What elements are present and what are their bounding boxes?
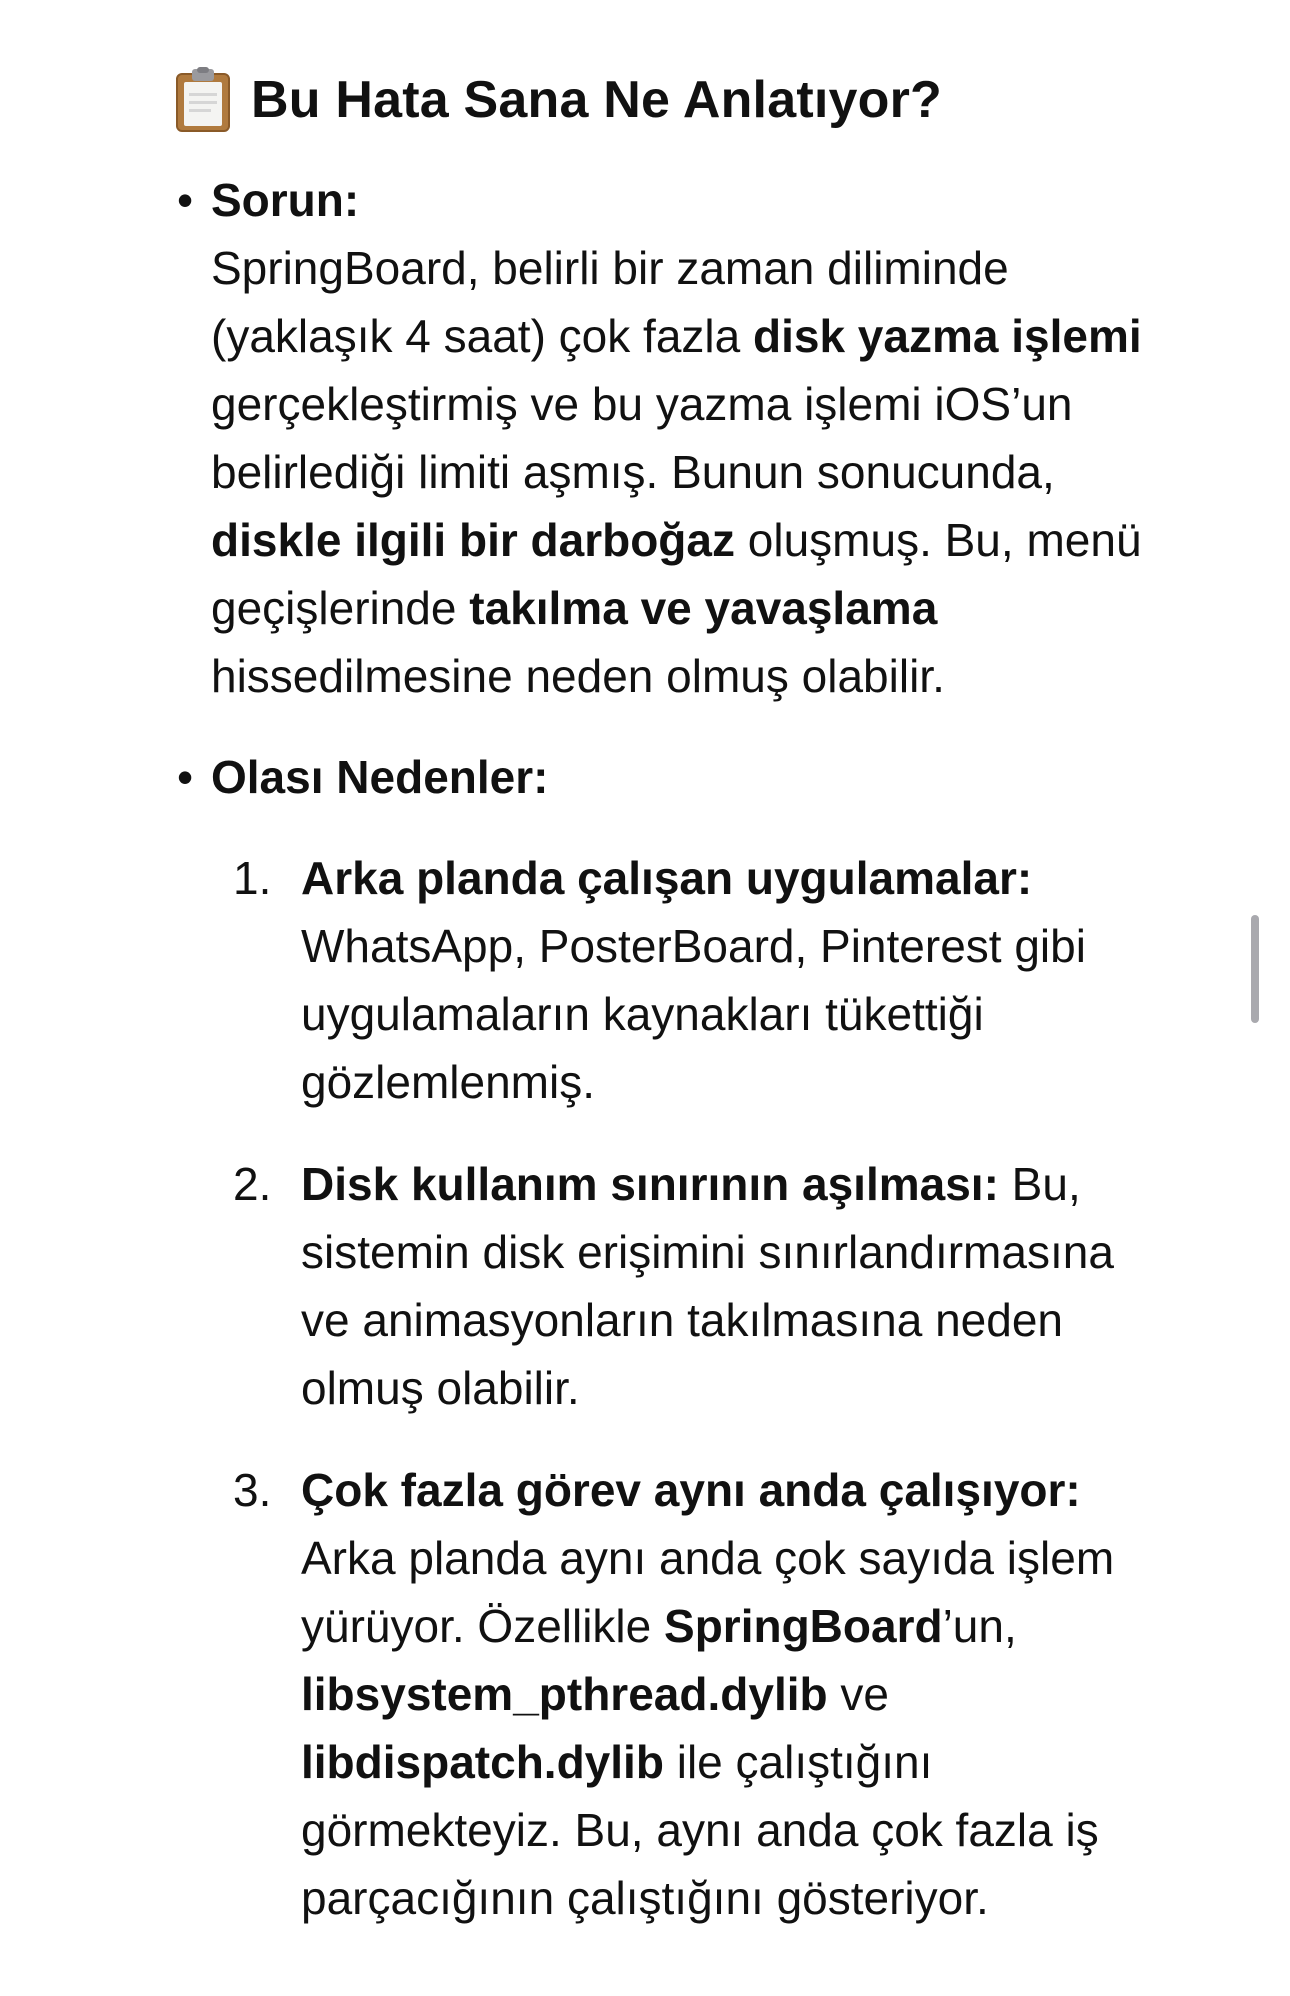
text-segment: WhatsApp, PosterBoard, Pinterest gibi	[301, 920, 1086, 972]
list-item-number: 3.	[233, 1464, 272, 1516]
text-line	[301, 912, 1193, 980]
section-heading	[173, 60, 1193, 140]
list-item-number: 2.	[233, 1158, 272, 1210]
text-line	[301, 1592, 1193, 1660]
text-line	[211, 574, 1193, 642]
text-line	[301, 1286, 1193, 1354]
bullet-title-nedenler: Olası Nedenler:	[211, 751, 549, 803]
sorun-paragraph	[211, 234, 1193, 710]
bullet-dot: •	[177, 751, 194, 803]
bullet-nedenler	[173, 743, 1193, 811]
bold-text: diskle ilgili bir darboğaz	[211, 514, 735, 566]
bold-text: SpringBoard	[664, 1600, 943, 1652]
text-segment: oluşmuş. Bu, menü	[735, 514, 1142, 566]
text-segment: SpringBoard, belirli bir zaman diliminde	[211, 242, 1009, 294]
bold-text: disk yazma işlemi	[752, 310, 1142, 362]
text-segment: parçacığının çalıştığını gösteriyor.	[301, 1872, 989, 1924]
clipboard-icon	[173, 67, 233, 133]
text-segment: (yaklaşık 4 saat) çok fazla	[211, 310, 753, 362]
text-segment: ’un,	[942, 1600, 1017, 1652]
bold-text: Çok fazla görev aynı anda çalışıyor:	[301, 1464, 1081, 1516]
text-segment: sistemin disk erişimini sınırlandırmasına	[301, 1226, 1114, 1278]
text-segment: yürüyor. Özellikle	[301, 1600, 665, 1652]
text-line	[301, 1864, 1193, 1932]
list-item-number: 1.	[233, 852, 272, 904]
bold-text: libdispatch.dylib	[301, 1736, 664, 1788]
text-segment: olmuş olabilir.	[301, 1362, 580, 1414]
text-line	[301, 1728, 1193, 1796]
bullet-title-sorun: Sorun:	[211, 174, 360, 226]
text-segment: ve animasyonların takılmasına neden	[301, 1294, 1063, 1346]
text-line	[301, 1524, 1193, 1592]
scrollbar-thumb[interactable]	[1251, 915, 1259, 1023]
bullet-dot: •	[177, 174, 194, 226]
text-segment: görmekteyiz. Bu, aynı anda çok fazla iş	[301, 1804, 1099, 1856]
text-line	[301, 980, 1193, 1048]
text-line	[301, 1660, 1193, 1728]
text-segment: hissedilmesine neden olmuş olabilir.	[211, 650, 945, 702]
reasons-list	[173, 844, 1193, 1932]
text-segment: uygulamaların kaynakları tükettiği	[301, 988, 984, 1040]
text-line	[301, 1150, 1193, 1218]
text-segment: Bu,	[998, 1158, 1081, 1210]
text-line	[211, 370, 1193, 438]
text-line	[301, 1048, 1193, 1116]
text-line	[211, 234, 1193, 302]
bold-text: libsystem_pthread.dylib	[301, 1668, 828, 1720]
text-segment: ile çalıştığını	[663, 1736, 933, 1788]
text-line	[211, 302, 1193, 370]
text-line	[301, 844, 1193, 912]
text-line	[211, 506, 1193, 574]
text-segment: Arka planda aynı anda çok sayıda işlem	[301, 1532, 1115, 1584]
text-line	[301, 1218, 1193, 1286]
heading-text: Bu Hata Sana Ne Anlatıyor?	[251, 71, 942, 129]
text-segment: gözlemlenmiş.	[301, 1056, 595, 1108]
text-line	[301, 1796, 1193, 1864]
message-content	[173, 60, 1193, 1966]
list-item	[173, 1150, 1193, 1422]
text-line	[211, 438, 1193, 506]
bold-text: Disk kullanım sınırının aşılması:	[301, 1158, 999, 1210]
text-segment: gerçekleştirmiş ve bu yazma işlemi iOS’un	[211, 378, 1073, 430]
bold-text: Arka planda çalışan uygulamalar:	[301, 852, 1033, 904]
text-line	[211, 642, 1193, 710]
bullet-sorun	[173, 166, 1193, 710]
text-line	[301, 1456, 1193, 1524]
text-segment: belirlediği limiti aşmış. Bunun sonucunda,	[211, 446, 1055, 498]
bold-text: takılma ve yavaşlama	[469, 582, 938, 634]
list-item	[173, 1456, 1193, 1932]
list-item	[173, 844, 1193, 1116]
text-line	[301, 1354, 1193, 1422]
text-segment: ve	[827, 1668, 889, 1720]
text-segment: geçişlerinde	[211, 582, 470, 634]
